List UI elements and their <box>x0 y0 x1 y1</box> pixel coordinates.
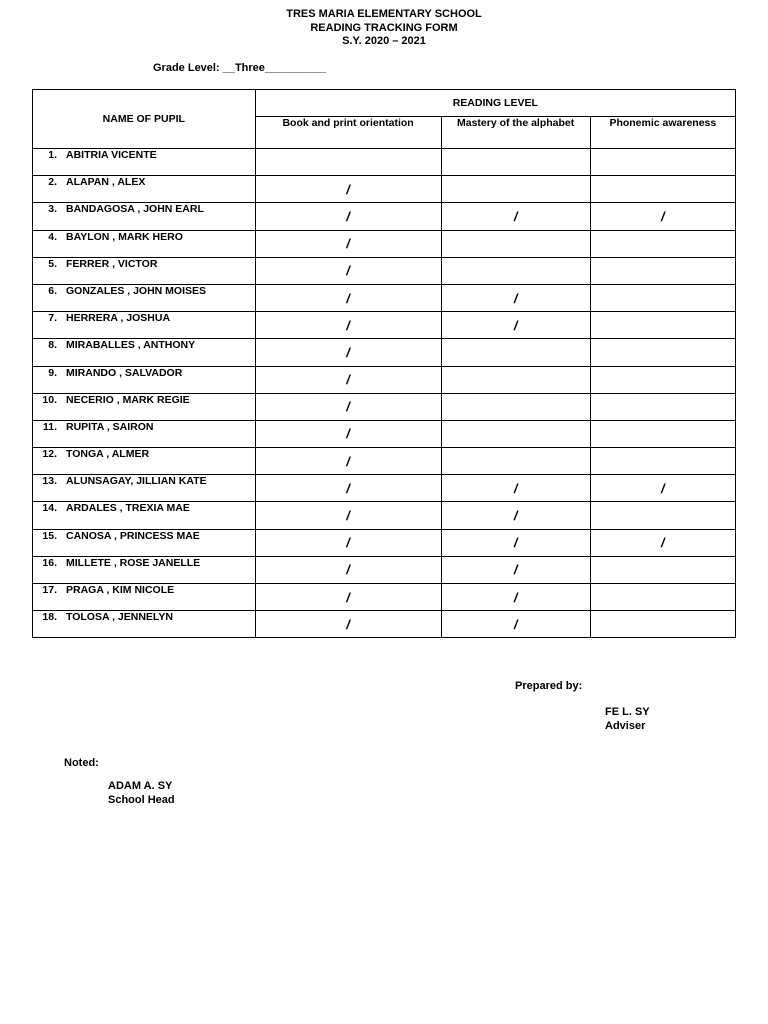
check-cell <box>441 257 590 284</box>
check-cell <box>590 475 735 502</box>
check-cell <box>255 176 441 203</box>
check-cell <box>255 556 441 583</box>
check-cell <box>255 393 441 420</box>
table-row <box>33 584 736 611</box>
check-cell <box>590 149 735 176</box>
reading-level-header: READING LEVEL <box>255 90 735 117</box>
row-number: 11. <box>42 420 57 433</box>
pupil-name-cell <box>33 284 256 311</box>
pupil-name-cell <box>33 176 256 203</box>
school-head-name: ADAM A. SY <box>108 780 173 792</box>
check-mark: / <box>513 589 518 605</box>
row-number: 3. <box>48 203 57 216</box>
check-cell <box>590 448 735 475</box>
pupil-name-cell <box>33 448 256 475</box>
check-cell <box>441 502 590 529</box>
mastery-alphabet-header: Mastery of the alphabet <box>441 117 590 149</box>
check-mark: / <box>346 236 350 252</box>
pupil-name: MIRANDO , SALVADOR <box>66 366 183 379</box>
table-row <box>33 475 736 502</box>
row-number: 17. <box>42 584 57 596</box>
pupil-name-cell <box>33 230 256 257</box>
check-cell <box>441 366 590 393</box>
check-mark: / <box>346 616 350 632</box>
pupil-name: RUPITA , SAIRON <box>66 420 154 433</box>
pupil-name: ALUNSAGAY, JILLIAN KATE <box>66 475 207 488</box>
table-row <box>33 529 736 556</box>
table-row <box>33 176 736 203</box>
check-cell <box>441 393 590 420</box>
pupil-name: ALAPAN , ALEX <box>66 176 146 189</box>
row-number: 13. <box>42 475 57 488</box>
table-row <box>33 502 736 529</box>
school-name: TRES MARIA ELEMENTARY SCHOOL <box>286 8 482 20</box>
table-row <box>33 339 736 366</box>
check-mark: / <box>346 589 350 605</box>
check-cell <box>255 257 441 284</box>
check-cell <box>255 502 441 529</box>
table-row <box>33 611 736 638</box>
check-cell <box>590 257 735 284</box>
row-number: 2. <box>48 176 57 189</box>
check-cell <box>441 230 590 257</box>
row-number: 10. <box>42 393 57 406</box>
check-mark: / <box>661 535 665 551</box>
check-mark: / <box>346 317 350 333</box>
check-cell <box>590 230 735 257</box>
pupil-name-cell <box>33 366 256 393</box>
check-mark: / <box>346 399 350 415</box>
pupil-name-cell <box>33 584 256 611</box>
check-cell <box>590 420 735 447</box>
check-mark: / <box>513 208 518 224</box>
check-mark: / <box>346 181 350 197</box>
check-cell <box>441 203 590 230</box>
pupil-name-cell <box>33 203 256 230</box>
check-mark: / <box>513 616 518 632</box>
check-cell <box>441 475 590 502</box>
check-mark: / <box>513 508 518 524</box>
check-mark: / <box>346 535 350 551</box>
row-number: 8. <box>48 339 57 352</box>
row-number: 7. <box>48 312 57 325</box>
check-cell <box>255 420 441 447</box>
check-cell <box>441 176 590 203</box>
pupil-name-cell <box>33 339 256 366</box>
row-number: 5. <box>48 257 57 270</box>
adviser-role: Adviser <box>605 720 646 732</box>
check-mark: / <box>513 562 518 578</box>
check-mark: / <box>513 535 518 551</box>
pupil-name: FERRER , VICTOR <box>66 257 158 270</box>
form-title: READING TRACKING FORM <box>310 21 458 34</box>
check-cell <box>441 149 590 176</box>
prepared-by-label: Prepared by: <box>515 680 583 692</box>
check-cell <box>590 556 735 583</box>
row-number: 6. <box>48 284 57 297</box>
pupil-name-cell <box>33 529 256 556</box>
check-mark: / <box>513 290 518 306</box>
table-row <box>33 366 736 393</box>
school-head-role: School Head <box>108 794 175 806</box>
grade-level-value: __Three__________ <box>222 62 327 74</box>
grade-level-label: Grade Level: <box>153 62 223 74</box>
pupil-name: GONZALES , JOHN MOISES <box>66 284 207 297</box>
row-number: 15. <box>42 529 57 542</box>
check-mark: / <box>346 480 350 496</box>
check-cell <box>441 611 590 638</box>
phonemic-awareness-header: Phonemic awareness <box>590 117 735 149</box>
table-row <box>33 393 736 420</box>
pupil-name: ARDALES , TREXIA MAE <box>66 502 190 515</box>
check-mark: / <box>346 290 350 306</box>
table-row <box>33 149 736 176</box>
row-number: 4. <box>48 230 57 243</box>
pupil-name: BANDAGOSA , JOHN EARL <box>66 203 204 216</box>
row-number: 16. <box>42 556 57 569</box>
pupil-name: BAYLON , MARK HERO <box>66 230 183 243</box>
pupil-name: TOLOSA , JENNELYN <box>66 611 173 624</box>
check-cell <box>590 284 735 311</box>
row-number: 18. <box>42 611 57 624</box>
table-row <box>33 556 736 583</box>
pupil-name-cell <box>33 312 256 339</box>
check-cell <box>255 448 441 475</box>
check-cell <box>590 393 735 420</box>
pupil-name-cell <box>33 556 256 583</box>
check-cell <box>255 529 441 556</box>
table-row <box>33 203 736 230</box>
row-number: 12. <box>42 448 57 461</box>
adviser-name: FE L. SY <box>605 706 650 718</box>
check-cell <box>255 149 441 176</box>
check-mark: / <box>346 562 350 578</box>
pupil-name: NECERIO , MARK REGIE <box>66 393 190 406</box>
check-mark: / <box>346 344 350 360</box>
check-cell <box>441 448 590 475</box>
pupil-name-cell <box>33 393 256 420</box>
document-header <box>0 8 768 49</box>
check-cell <box>255 339 441 366</box>
grade-level <box>153 62 326 74</box>
pupil-name-cell <box>33 149 256 176</box>
pupil-name: HERRERA , JOSHUA <box>66 312 171 325</box>
check-cell <box>441 339 590 366</box>
check-cell <box>255 584 441 611</box>
check-cell <box>590 366 735 393</box>
check-cell <box>441 529 590 556</box>
check-cell <box>441 312 590 339</box>
table-row <box>33 230 736 257</box>
check-cell <box>255 284 441 311</box>
row-number: 9. <box>48 366 57 379</box>
check-mark: / <box>346 508 350 524</box>
check-cell <box>255 230 441 257</box>
pupil-name: CANOSA , PRINCESS MAE <box>66 529 200 542</box>
check-mark: / <box>346 372 350 388</box>
table-row <box>33 284 736 311</box>
check-cell <box>441 420 590 447</box>
table-row <box>33 312 736 339</box>
check-mark: / <box>346 453 350 469</box>
check-mark: / <box>346 426 350 442</box>
school-year: S.Y. 2020 – 2021 <box>342 35 426 47</box>
check-cell <box>590 584 735 611</box>
check-cell <box>590 502 735 529</box>
pupil-name-cell <box>33 257 256 284</box>
check-cell <box>441 284 590 311</box>
check-mark: / <box>513 480 518 496</box>
name-of-pupil-header: NAME OF PUPIL <box>33 90 256 149</box>
pupil-name: PRAGA , KIM NICOLE <box>66 584 175 596</box>
pupil-name: MIRABALLES , ANTHONY <box>66 339 196 352</box>
check-cell <box>255 475 441 502</box>
pupil-name: TONGA , ALMER <box>66 448 150 461</box>
check-cell <box>590 611 735 638</box>
check-cell <box>590 529 735 556</box>
reading-tracking-table <box>32 89 736 638</box>
check-cell <box>441 584 590 611</box>
noted-label: Noted: <box>64 757 99 769</box>
check-mark: / <box>346 263 350 279</box>
pupil-name-cell <box>33 611 256 638</box>
pupil-name-cell <box>33 502 256 529</box>
check-cell <box>255 366 441 393</box>
check-cell <box>441 556 590 583</box>
check-cell <box>255 312 441 339</box>
pupil-name: MILLETE , ROSE JANELLE <box>66 556 201 569</box>
row-number: 1. <box>48 149 57 161</box>
check-mark: / <box>661 480 665 496</box>
check-mark: / <box>346 208 350 224</box>
pupil-rows <box>33 149 736 638</box>
book-print-orientation-header: Book and print orientation <box>255 117 441 149</box>
check-cell <box>255 203 441 230</box>
check-mark: / <box>661 208 665 224</box>
check-cell <box>255 611 441 638</box>
check-cell <box>590 312 735 339</box>
pupil-name: ABITRIA VICENTE <box>66 149 157 161</box>
check-cell <box>590 339 735 366</box>
table-row <box>33 448 736 475</box>
check-mark: / <box>513 317 518 333</box>
table-row <box>33 257 736 284</box>
check-cell <box>590 176 735 203</box>
table-row <box>33 420 736 447</box>
pupil-name-cell <box>33 475 256 502</box>
row-number: 14. <box>42 502 57 515</box>
check-cell <box>590 203 735 230</box>
pupil-name-cell <box>33 420 256 447</box>
